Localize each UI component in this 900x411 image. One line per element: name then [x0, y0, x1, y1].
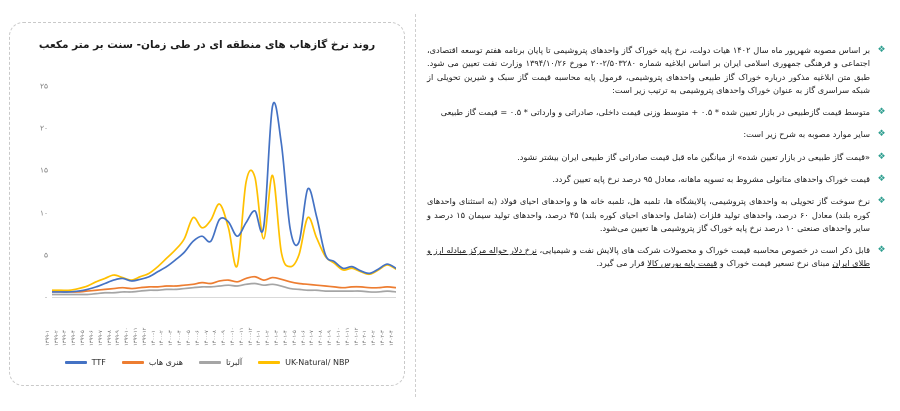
x-axis-tick: ۱۳۹۹-۱۲	[141, 327, 148, 346]
x-axis-tick: ۱۴۰۱-۱	[256, 330, 263, 346]
plain-phrase: مبنای نرخ تسعیر قیمت خوراک و	[717, 258, 833, 269]
bullet-text: متوسط قیمت گازطبیعی در بازار تعیین شده * ۰.۵ + متوسط وزنی قیمت داخلی، صادراتی و وارداتی * ۰.۵ = قیمت گاز طبیعی	[440, 107, 870, 118]
x-axis-labels	[44, 300, 396, 346]
bullet-text	[427, 244, 870, 271]
x-axis-tick: ۱۴۰۰-۴	[177, 330, 184, 346]
x-axis-tick: ۱۳۹۹-۴	[71, 330, 78, 346]
x-axis-tick: ۱۳۹۹-۱۱	[133, 327, 139, 346]
legend-swatch-icon	[199, 361, 221, 363]
bullet-row	[427, 173, 886, 186]
x-axis-tick: ۱۴۰۱-۵	[291, 330, 298, 346]
x-axis-tick: ۱۳۹۹-۱	[44, 330, 51, 346]
bullet-marker-icon: ❖	[877, 129, 886, 140]
bullet-row	[427, 44, 886, 97]
x-axis-tick: ۱۴۰۲-۳	[379, 330, 386, 346]
bullet-text: قیمت خوراک واحدهای متانولی مشروط به تسویه ماهانه، معادل ۹۵ درصد نرخ پایه تعیین گردد.	[552, 173, 870, 184]
x-axis-tick: ۱۳۹۹-۶	[88, 330, 95, 346]
underlined-phrase: نرخ دلار حواله مرکز مبادله ارز و طلای ایران	[427, 245, 870, 269]
bullet-marker-icon: ❖	[877, 173, 886, 184]
plot-area	[52, 69, 396, 301]
y-axis-tick: ۰	[43, 292, 48, 302]
y-axis-tick: ۲۰	[39, 123, 48, 133]
x-axis-tick: ۱۴۰۱-۲	[265, 330, 272, 346]
x-axis-tick: ۱۳۹۹-۵	[80, 330, 87, 346]
x-axis-tick: ۱۴۰۰-۷	[203, 330, 210, 346]
x-axis-tick: ۱۴۰۰-۱۲	[247, 327, 254, 346]
bullet-text: «قیمت گاز طبیعی در بازار تعیین شده» از میانگین ماه قبل قیمت صادراتی گاز طبیعی ایران بیشتر نشود.	[517, 151, 870, 162]
legend-swatch-icon	[122, 361, 144, 363]
bullet-text: سایر موارد مصوبه به شرح زیر است:	[743, 129, 870, 140]
x-axis-tick: ۱۴۰۰-۱	[150, 330, 157, 346]
text-panel	[415, 0, 900, 411]
bullet-row	[427, 106, 886, 119]
plain-phrase: قرار می گیرد.	[596, 258, 648, 269]
x-axis-tick: ۱۴۰۱-۶	[300, 330, 307, 346]
legend-label: TTF	[91, 358, 106, 367]
x-axis-tick: ۱۴۰۱-۸	[318, 330, 325, 346]
x-axis-tick: ۱۴۰۱-۹	[327, 330, 334, 346]
plot-wrapper	[20, 69, 396, 346]
y-axis-tick: ۱۰	[39, 208, 48, 218]
chart-card	[9, 22, 405, 386]
x-axis-tick: ۱۴۰۰-۶	[194, 330, 201, 346]
vertical-divider	[415, 14, 417, 397]
legend-label: آلبرتا	[225, 358, 243, 367]
series-line	[52, 103, 396, 292]
x-axis-tick: ۱۳۹۹-۷	[97, 330, 104, 346]
line-chart-svg	[52, 69, 396, 301]
x-axis-tick: ۱۴۰۱-۱۲	[353, 327, 360, 346]
x-axis-tick: ۱۴۰۰-۲	[159, 330, 166, 346]
x-axis-tick: ۱۳۹۹-۲	[53, 330, 60, 346]
x-axis-tick: ۱۴۰۱-۴	[282, 330, 289, 346]
x-axis-tick: ۱۳۹۹-۱۰	[124, 327, 131, 346]
x-axis-tick: ۱۴۰۰-۱۰	[230, 327, 237, 346]
x-axis-tick: ۱۴۰۰-۳	[168, 330, 175, 346]
bullet-marker-icon: ❖	[877, 245, 886, 256]
x-axis-tick: ۱۴۰۱-۱۱	[344, 327, 351, 346]
bullet-marker-icon: ❖	[877, 45, 886, 55]
series-line	[52, 170, 396, 290]
x-axis-tick: ۱۴۰۰-۱۱	[238, 327, 245, 346]
chart-legend	[10, 358, 404, 367]
bullet-text: نرخ سوخت گاز تحویلی به واحدهای پتروشیمی، پالایشگاه ها، تلمبه هل، تلمبه خانه ها و واحدهای احیای فولاد (به استثنای واحدهای کوره بلند) معادل ۶۰ درصد، واحدهای تولید فلزات (شامل واحدهای احیای کوره بلند) ۴۵ درصد، واحدهای تولید سیمان ۱۵ درصد و سایر واحدهای صنعتی ۱۰ درصد نرخ پایه خوراک گاز پتروشیمی ها تعیین می‌شود.	[427, 196, 871, 233]
x-axis-tick: ۱۴۰۱-۱۰	[335, 327, 342, 346]
legend-label: هنری هاب	[148, 358, 183, 367]
x-axis-tick: ۱۴۰۱-۳	[274, 330, 281, 346]
x-axis-tick: ۱۴۰۲-۱	[362, 330, 369, 346]
legend-swatch-icon	[258, 361, 280, 363]
legend-label: UK-Natural/ NBP	[285, 358, 350, 367]
bullet-marker-icon: ❖	[877, 107, 886, 118]
bullet-marker-icon: ❖	[877, 196, 886, 207]
x-axis-tick: ۱۴۰۰-۸	[212, 330, 219, 346]
x-axis-tick: ۱۳۹۹-۳	[62, 330, 69, 346]
bullet-row	[427, 128, 886, 141]
y-axis-labels	[20, 69, 50, 302]
x-axis-tick: ۱۴۰۲-۲	[371, 330, 378, 346]
x-axis-tick: ۱۴۰۰-۹	[221, 330, 228, 346]
legend-item[interactable]	[65, 358, 106, 367]
y-axis-tick: ۲۵	[39, 81, 48, 91]
plain-phrase: قابل ذکر است در خصوص محاسبه قیمت خوراک و محصولات شرکت های پالایش نفت و شیمیایی،	[536, 245, 870, 256]
x-axis-tick: ۱۴۰۲-۴	[388, 330, 395, 346]
bullet-marker-icon: ❖	[877, 151, 886, 162]
legend-item[interactable]	[258, 358, 349, 367]
x-axis-tick: ۱۴۰۰-۵	[185, 330, 192, 346]
underlined-phrase: قیمت پایه بورس کالا	[647, 258, 718, 269]
bullet-row	[427, 195, 886, 235]
x-axis-tick: ۱۴۰۱-۷	[309, 330, 316, 346]
y-axis-tick: ۵	[43, 250, 48, 260]
y-axis-tick: ۱۵	[39, 165, 48, 175]
bullet-text: بر اساس مصوبه شهریور ماه سال ۱۴۰۲ هیات دولت، نرخ پایه خوراک گاز واحدهای پتروشیمی تا پایان برنامه هفتم توسعه اقتصادی، اجتماعی و فرهنگی جمهوری اسلامی ایران بر اساس ابلاغیه شماره ۲/۵۰۳۲۸۰-۲۰ مورخ ۱۳۹۴/۱۰/۲۶ وزارت نفت تعیین می شود. طبق متن ابلاغیه مذکور درباره خوراک گاز طبیعی واحدهای پتروشیمی، فرمول پایه محاسبه قیمت گاز سبک و شیرین تحویلی از شبکه سراسری گاز به عنوان خوراک واحدهای پتروشیمی به ترتیب زیر است:	[427, 45, 870, 95]
x-axis-tick: ۱۳۹۹-۹	[115, 330, 122, 346]
chart-title: روند نرخ گازهاب های منطقه ای در طی زمان- سنت بر متر مکعب	[38, 39, 376, 51]
legend-item[interactable]	[122, 358, 183, 367]
x-axis-tick: ۱۳۹۹-۸	[106, 330, 113, 346]
bullet-row	[427, 244, 886, 271]
chart-zone	[0, 0, 415, 411]
legend-swatch-icon	[65, 361, 87, 363]
bullet-list	[427, 44, 886, 271]
bullet-row	[427, 151, 886, 164]
legend-item[interactable]	[199, 358, 242, 367]
